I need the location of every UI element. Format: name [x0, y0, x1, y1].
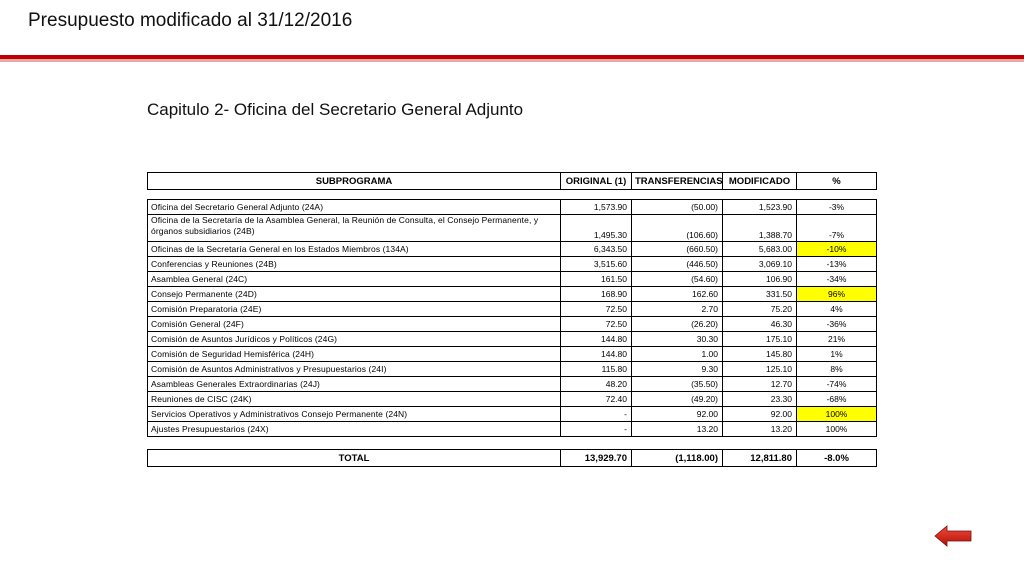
row-modificado: 1,388.70	[723, 215, 797, 242]
row-transferencias: 92.00	[632, 407, 723, 422]
row-original: 1,573.90	[561, 200, 632, 215]
row-percent: 100%	[797, 407, 877, 422]
row-modificado: 75.20	[723, 302, 797, 317]
table-row	[148, 200, 877, 215]
row-percent: 96%	[797, 287, 877, 302]
table-row	[148, 347, 877, 362]
row-subprograma: Consejo Permanente (24D)	[148, 287, 561, 302]
table-row	[148, 392, 877, 407]
row-percent: 8%	[797, 362, 877, 377]
row-percent: -3%	[797, 200, 877, 215]
spacer-row	[148, 190, 877, 200]
table-row	[148, 407, 877, 422]
row-percent: -10%	[797, 242, 877, 257]
row-percent: -68%	[797, 392, 877, 407]
table-row	[148, 422, 877, 437]
row-original: 72.40	[561, 392, 632, 407]
table-row	[148, 257, 877, 272]
total-original: 13,929.70	[561, 450, 632, 467]
total-percent: -8.0%	[797, 450, 877, 467]
row-original: 115.80	[561, 362, 632, 377]
row-original: 72.50	[561, 302, 632, 317]
row-subprograma: Servicios Operativos y Administrativos Consejo Permanente (24N)	[148, 407, 561, 422]
row-subprograma: Oficinas de la Secretaría General en los Estados Miembros (134A)	[148, 242, 561, 257]
row-transferencias: (446.50)	[632, 257, 723, 272]
row-subprograma: Ajustes Presupuestarios (24X)	[148, 422, 561, 437]
row-original: 161.50	[561, 272, 632, 287]
row-subprograma: Comisión Preparatoria (24E)	[148, 302, 561, 317]
header-percent: %	[797, 173, 877, 190]
row-transferencias: (54.60)	[632, 272, 723, 287]
row-modificado: 145.80	[723, 347, 797, 362]
row-original: 72.50	[561, 317, 632, 332]
row-original: 144.80	[561, 332, 632, 347]
chapter-title: Capitulo 2- Oficina del Secretario General Adjunto	[147, 100, 524, 119]
row-modificado: 331.50	[723, 287, 797, 302]
row-transferencias: (106.60)	[632, 215, 723, 242]
row-transferencias: (660.50)	[632, 242, 723, 257]
row-original: -	[561, 422, 632, 437]
table-row	[148, 317, 877, 332]
row-modificado: 125.10	[723, 362, 797, 377]
table-row	[148, 302, 877, 317]
row-percent: 21%	[797, 332, 877, 347]
row-original: 6,343.50	[561, 242, 632, 257]
row-modificado: 13.20	[723, 422, 797, 437]
row-percent: 100%	[797, 422, 877, 437]
row-percent: -36%	[797, 317, 877, 332]
title-divider-shadow	[0, 59, 1024, 62]
row-subprograma: Reuniones de CISC (24K)	[148, 392, 561, 407]
row-transferencias: (26.20)	[632, 317, 723, 332]
row-transferencias: (50.00)	[632, 200, 723, 215]
row-transferencias: (49.20)	[632, 392, 723, 407]
row-modificado: 12.70	[723, 377, 797, 392]
table-row	[148, 287, 877, 302]
row-subprograma: Oficina de la Secretaría de la Asamblea General, la Reunión de Consulta, el Consejo Permanente, y órganos subsidiarios (24B)	[148, 215, 561, 242]
table-row	[148, 272, 877, 287]
row-percent: -74%	[797, 377, 877, 392]
row-subprograma: Asambleas Generales Extraordinarias (24J)	[148, 377, 561, 392]
total-modificado: 12,811.80	[723, 450, 797, 467]
row-original: 1,495.30	[561, 215, 632, 242]
row-original: -	[561, 407, 632, 422]
row-transferencias: 13.20	[632, 422, 723, 437]
row-percent: 4%	[797, 302, 877, 317]
table-row	[148, 242, 877, 257]
table-row	[148, 332, 877, 347]
row-transferencias: 30.30	[632, 332, 723, 347]
total-transferencias: (1,118.00)	[632, 450, 723, 467]
header-transferencias: TRANSFERENCIAS	[632, 173, 723, 190]
row-percent: -34%	[797, 272, 877, 287]
row-transferencias: 9.30	[632, 362, 723, 377]
row-modificado: 92.00	[723, 407, 797, 422]
table-row	[148, 377, 877, 392]
row-original: 3,515.60	[561, 257, 632, 272]
row-transferencias: (35.50)	[632, 377, 723, 392]
row-subprograma: Conferencias y Reuniones (24B)	[148, 257, 561, 272]
row-original: 48.20	[561, 377, 632, 392]
spacer-row	[148, 437, 877, 450]
row-percent: -7%	[797, 215, 877, 242]
table-row	[148, 215, 877, 242]
budget-table	[147, 172, 877, 467]
total-row	[148, 450, 877, 467]
table-header-row	[148, 173, 877, 190]
row-modificado: 1,523.90	[723, 200, 797, 215]
header-subprograma: SUBPROGRAMA	[148, 173, 561, 190]
row-subprograma: Comisión de Seguridad Hemisférica (24H)	[148, 347, 561, 362]
row-transferencias: 2.70	[632, 302, 723, 317]
row-subprograma: Asamblea General (24C)	[148, 272, 561, 287]
row-subprograma: Oficina del Secretario General Adjunto (24A)	[148, 200, 561, 215]
total-label: TOTAL	[148, 450, 561, 467]
row-modificado: 106.90	[723, 272, 797, 287]
header-original: ORIGINAL (1)	[561, 173, 632, 190]
row-subprograma: Comisión General (24F)	[148, 317, 561, 332]
row-modificado: 3,069.10	[723, 257, 797, 272]
row-modificado: 5,683.00	[723, 242, 797, 257]
row-percent: 1%	[797, 347, 877, 362]
row-subprograma: Comisión de Asuntos Administrativos y Presupuestarios (24I)	[148, 362, 561, 377]
slide-title: Presupuesto modificado al 31/12/2016	[28, 10, 353, 31]
row-modificado: 23.30	[723, 392, 797, 407]
row-transferencias: 162.60	[632, 287, 723, 302]
row-modificado: 175.10	[723, 332, 797, 347]
row-modificado: 46.30	[723, 317, 797, 332]
row-original: 168.90	[561, 287, 632, 302]
left-arrow-icon[interactable]	[934, 525, 972, 547]
row-subprograma: Comisión de Asuntos Jurídicos y Políticos (24G)	[148, 332, 561, 347]
header-modificado: MODIFICADO	[723, 173, 797, 190]
row-transferencias: 1.00	[632, 347, 723, 362]
row-original: 144.80	[561, 347, 632, 362]
table-row	[148, 362, 877, 377]
row-percent: -13%	[797, 257, 877, 272]
